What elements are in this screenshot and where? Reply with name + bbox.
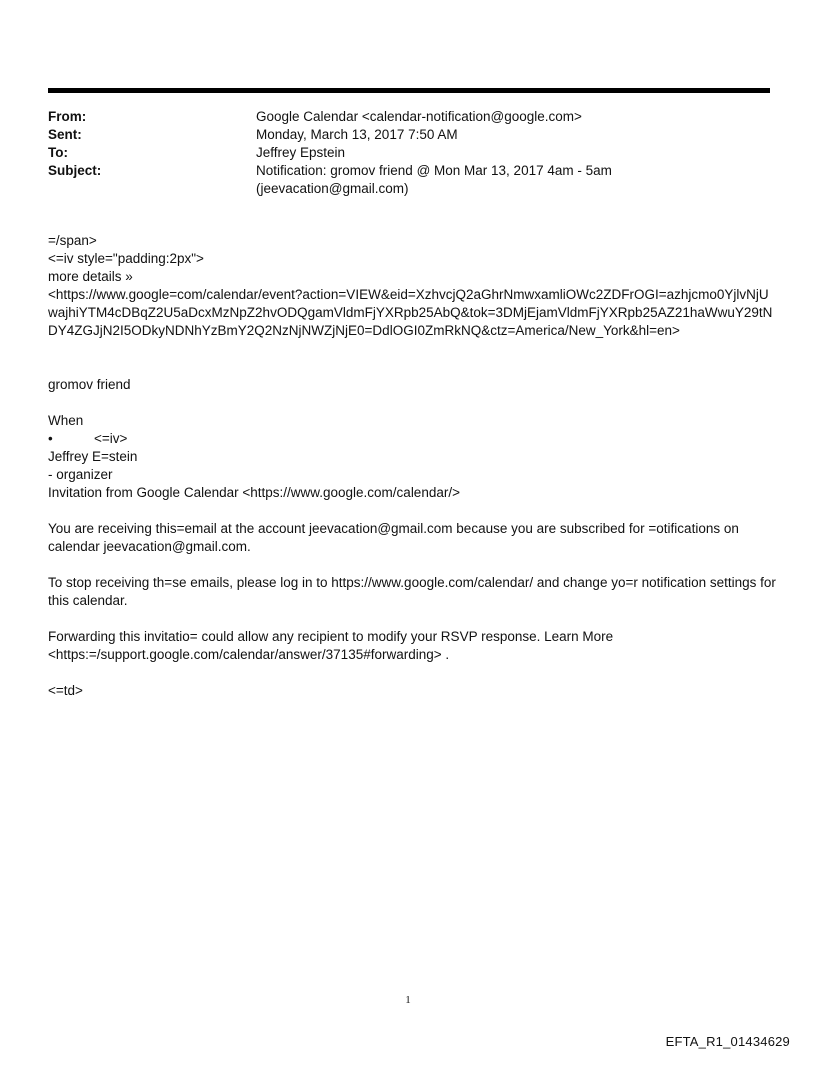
to-row [48, 144, 770, 162]
event-title: gromov friend [48, 377, 131, 392]
subject-row [48, 162, 770, 198]
invitation-line: Invitation from Google Calendar <https://www.google.com/calendar/> [48, 485, 460, 500]
from-value: Google Calendar <calendar-notification@google.com> [256, 109, 582, 124]
when-label: When [48, 413, 84, 428]
spacer [48, 610, 778, 628]
from-label: From: [48, 109, 87, 124]
spacer [48, 340, 778, 376]
header-rule [48, 88, 770, 93]
organizer-name: Jeffrey E=stein [48, 449, 138, 464]
subject-value-line2: (jeevacation@gmail.com) [256, 181, 409, 196]
bullet-icon: • [48, 431, 53, 446]
event-url[interactable]: <https://www.google=com/calendar/event?action=VIEW&eid=XzhvcjQ2aGhrNmwxamliOWc2ZDFrOGI=azhjcmo0YjlvNjUwajhiYTM4cDBqZ2U5aDcxMzNpZ2hvODQgamVldmFjYXRpb25AbQ&tok=3DMjEjamVldmFjYXRpb25AZ21haWwuY29tNDY4ZGJjN2I5ODkyNDNhYzBmY2Q2NzNjNWZjNjE0=DdlOGI0ZmRkNQ&ctz=America/New_York&hl=en> [48, 287, 773, 338]
page-number: 1 [405, 994, 411, 1006]
sent-label: Sent: [48, 127, 82, 142]
subject-label: Subject: [48, 163, 102, 178]
bullet-text: <=iv> [94, 431, 128, 446]
spacer [48, 502, 778, 520]
spacer [48, 556, 778, 574]
spacer [48, 394, 778, 412]
forwarding-notice: Forwarding this invitatio= could allow any recipient to modify your RSVP response. Learn More [48, 629, 614, 644]
span-close-text: =/span> [48, 233, 97, 248]
to-value: Jeffrey Epstein [256, 145, 346, 160]
sent-value: Monday, March 13, 2017 7:50 AM [256, 127, 458, 142]
document-id: EFTA_R1_01434629 [665, 1034, 790, 1049]
from-row [48, 108, 770, 126]
bullet-item [48, 430, 778, 448]
receiving-notice: You are receiving this=email at the account jeevacation@gmail.com because you are subscribed for =otifications on calendar jeevacation@gmail.com. [48, 521, 743, 554]
organizer-role: - organizer [48, 467, 113, 482]
to-label: To: [48, 145, 68, 160]
email-body [48, 232, 778, 700]
div-style-text: <=iv style="padding:2px"> [48, 251, 204, 266]
subject-value [256, 162, 770, 198]
spacer [48, 664, 778, 682]
stop-receiving-notice: To stop receiving th=se emails, please log in to https://www.google.com/calendar/ and change yo=r notification settings for this calendar. [48, 575, 780, 608]
td-close-text: <=td> [48, 683, 83, 698]
more-details-link[interactable]: more details » [48, 269, 133, 284]
subject-value-line1: Notification: gromov friend @ Mon Mar 13, 2017 4am - 5am [256, 163, 612, 178]
sent-row [48, 126, 770, 144]
forwarding-link[interactable]: <https:=/support.google.com/calendar/answer/37135#forwarding> . [48, 647, 450, 662]
email-header [48, 108, 770, 198]
